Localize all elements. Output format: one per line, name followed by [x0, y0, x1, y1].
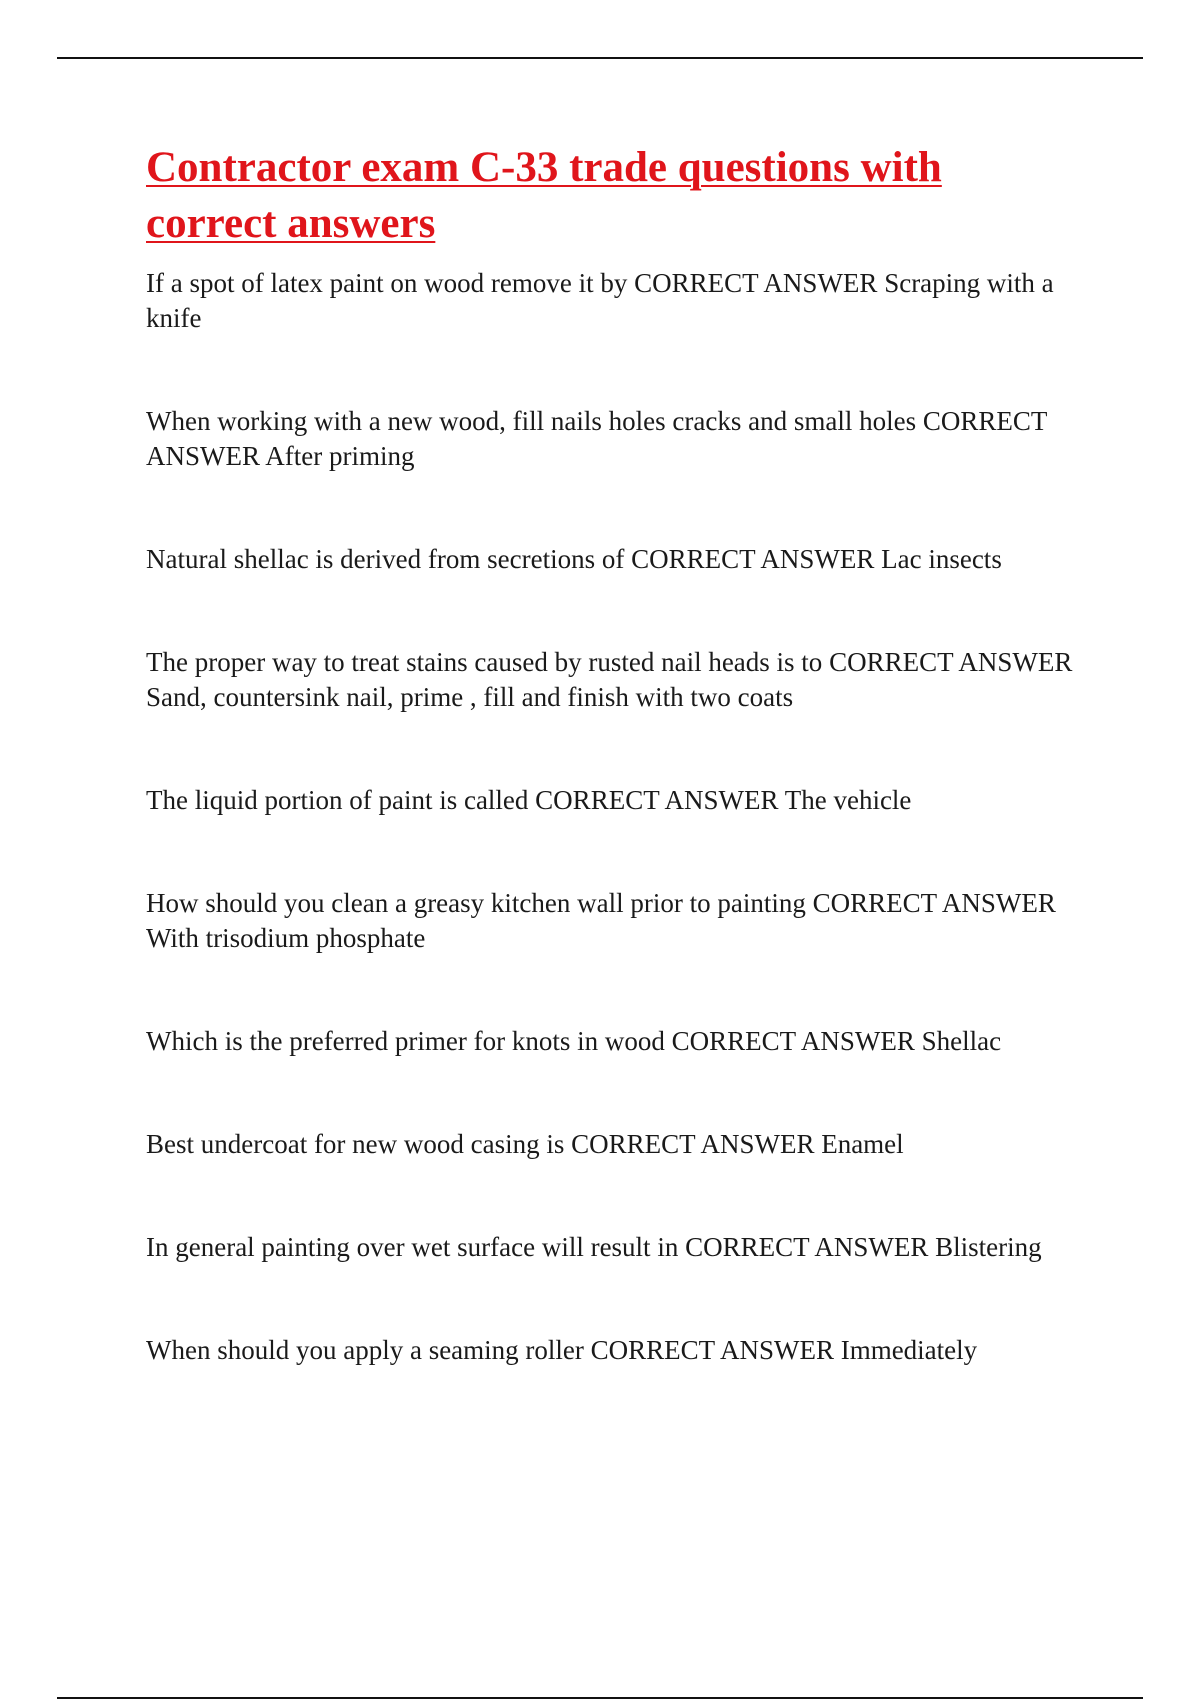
answer-text: Scraping with a knife: [146, 268, 1054, 333]
qa-item: [146, 542, 1096, 577]
answer-marker: CORRECT ANSWER: [671, 1026, 922, 1056]
answer-marker: CORRECT ANSWER: [535, 785, 785, 815]
answer-text: Lac insects: [881, 544, 1002, 574]
question-text: How should you clean a greasy kitchen wall prior to painting: [146, 888, 806, 918]
answer-text: Blistering: [935, 1232, 1042, 1262]
question-text: If a spot of latex paint on wood remove it by: [146, 268, 628, 298]
question-text: In general painting over wet surface will result in: [146, 1232, 679, 1262]
answer-text: Immediately: [840, 1335, 978, 1365]
qa-item: [146, 404, 1096, 474]
document-body: [146, 140, 1096, 1436]
answer-marker: CORRECT ANSWER: [590, 1335, 841, 1365]
qa-item: [146, 645, 1096, 715]
footer-rule: [57, 1697, 1143, 1699]
question-text: Best undercoat for new wood casing is: [146, 1129, 565, 1159]
answer-text: After priming: [265, 441, 415, 471]
qa-item: [146, 886, 1096, 956]
answer-marker: CORRECT ANSWER: [631, 544, 882, 574]
question-text: Natural shellac is derived from secretions of: [146, 544, 625, 574]
question-text: The liquid portion of paint is called: [146, 785, 529, 815]
question-text: The proper way to treat stains caused by rusted nail heads is to: [146, 647, 823, 677]
qa-item: [146, 783, 1096, 818]
qa-item: [146, 1024, 1096, 1059]
answer-text: The vehicle: [784, 785, 912, 815]
qa-item: [146, 1333, 1096, 1368]
answer-marker: CORRECT ANSWER: [146, 406, 1047, 471]
question-text: When should you apply a seaming roller: [146, 1335, 584, 1365]
answer-marker: CORRECT ANSWER: [571, 1129, 822, 1159]
document-title: Contractor exam C-33 trade questions with correct answers: [146, 144, 942, 247]
answer-text: Enamel: [821, 1129, 904, 1159]
answer-marker: CORRECT ANSWER: [829, 647, 1073, 677]
answer-text: Sand, countersink nail, prime , fill and finish with two coats: [146, 682, 794, 712]
answer-text: Shellac: [921, 1026, 1002, 1056]
qa-item: [146, 1127, 1096, 1162]
question-text: When working with a new wood, fill nails holes cracks and small holes: [146, 406, 917, 436]
answer-marker: CORRECT ANSWER: [634, 268, 885, 298]
question-text: Which is the preferred primer for knots in wood: [146, 1026, 665, 1056]
qa-item: [146, 1230, 1096, 1265]
header-rule: [57, 57, 1143, 59]
qa-item: [146, 266, 1096, 336]
answer-text: With trisodium phosphate: [146, 923, 426, 953]
answer-marker: CORRECT ANSWER: [812, 888, 1056, 918]
answer-marker: CORRECT ANSWER: [685, 1232, 936, 1262]
qa-list: [146, 266, 1096, 1368]
